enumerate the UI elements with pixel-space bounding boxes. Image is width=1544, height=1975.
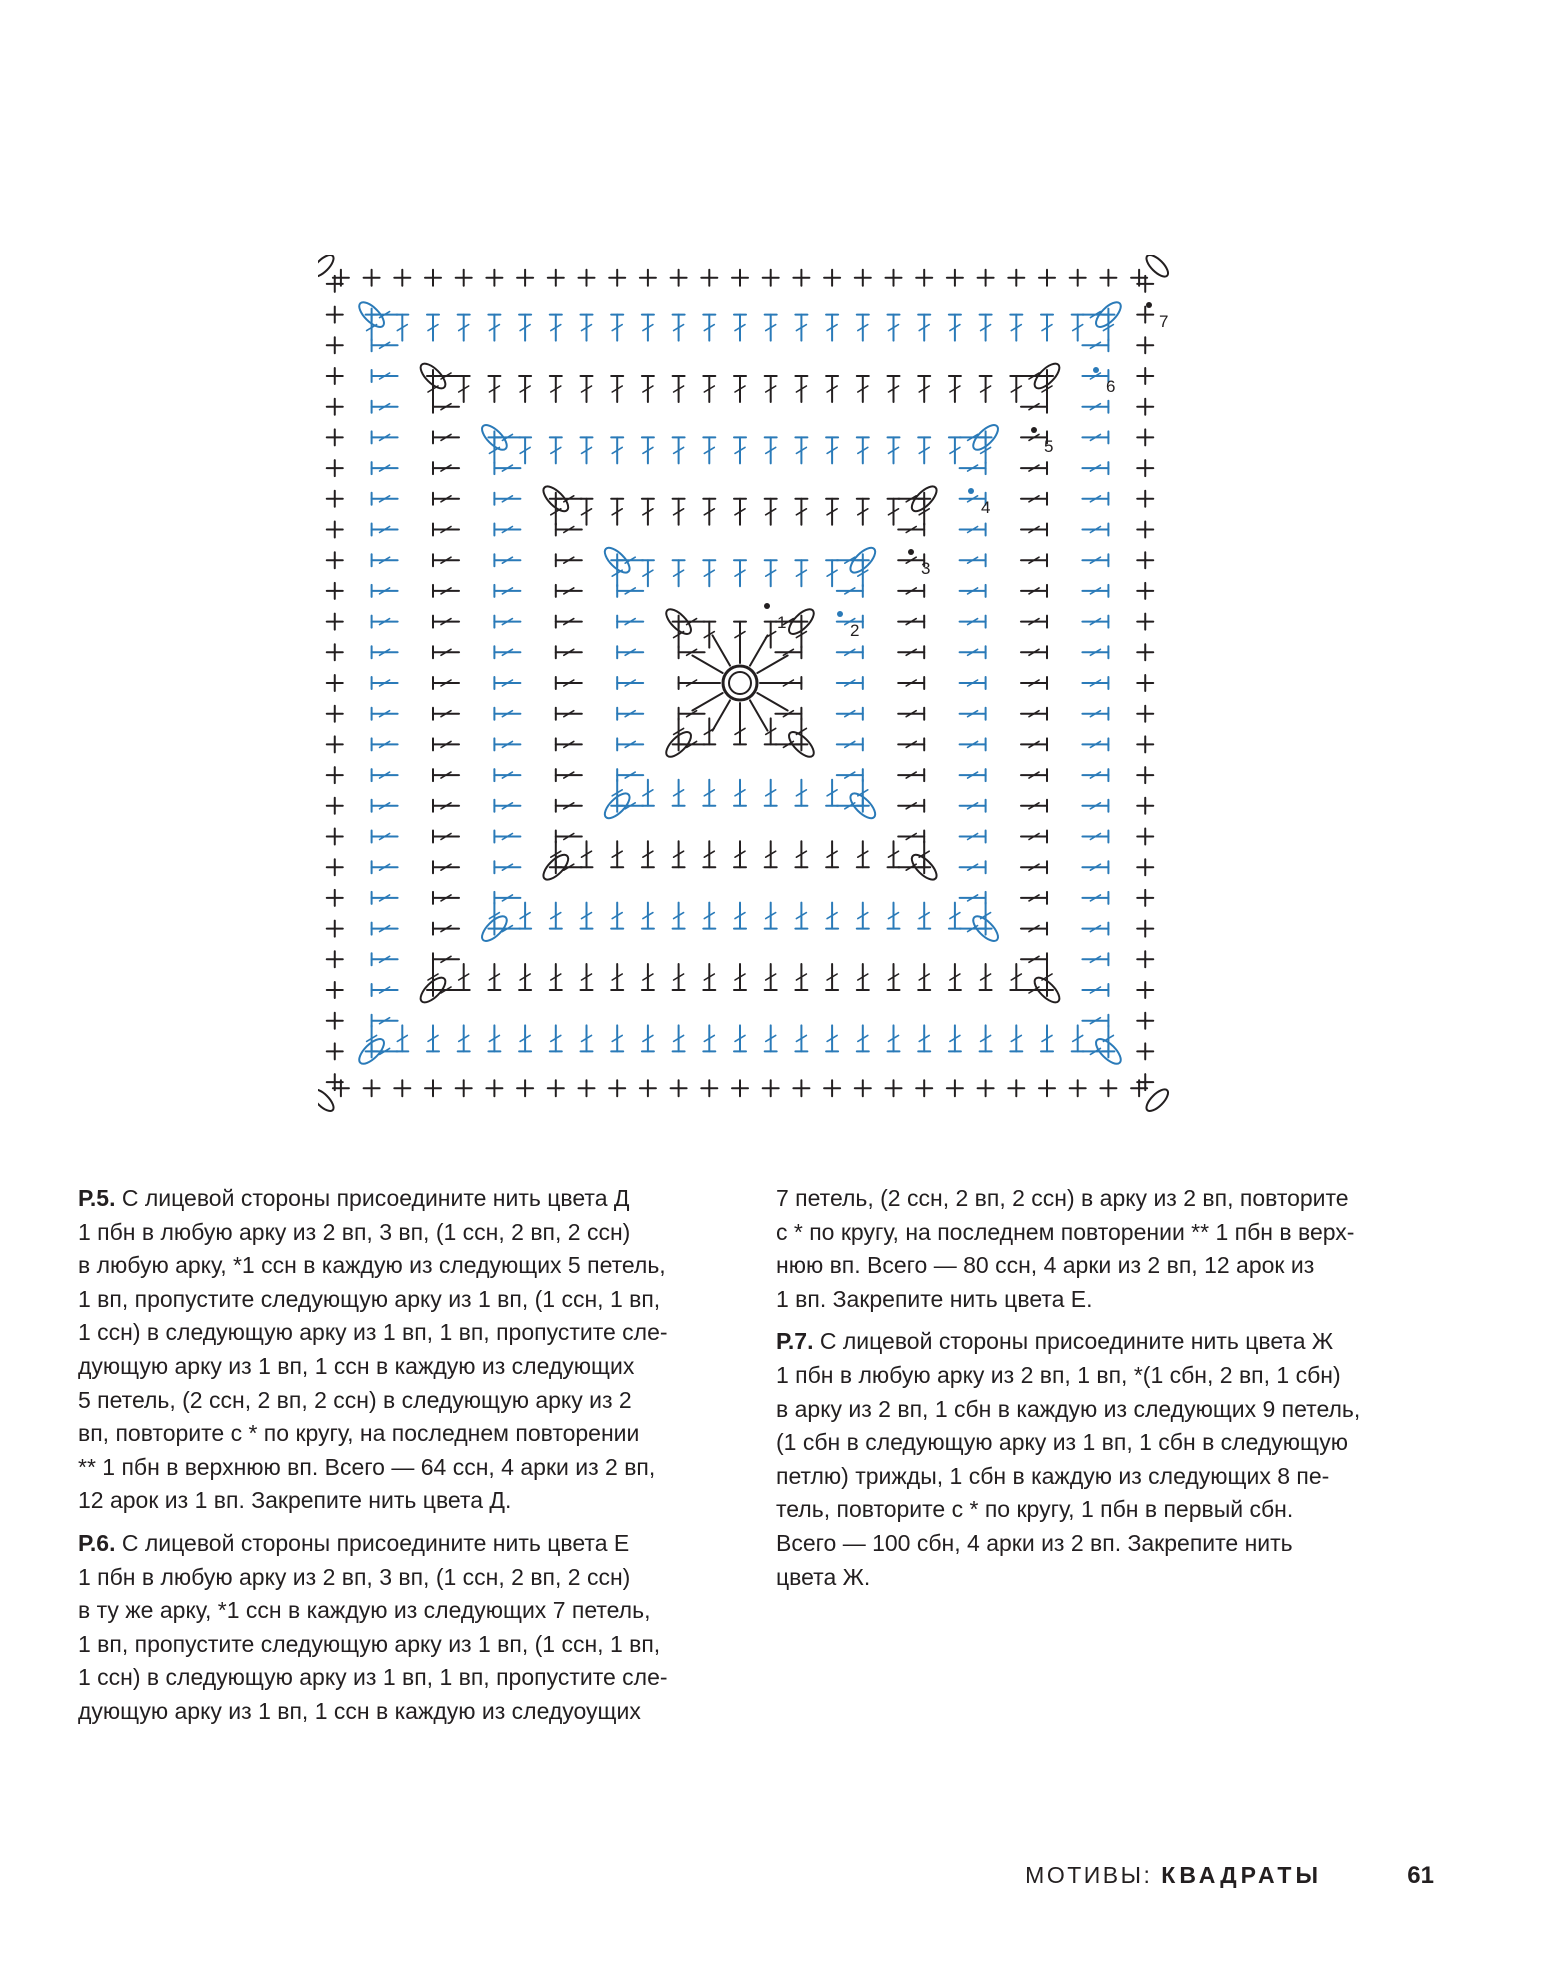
text-line: 1 ссн) в следующую арку из 1 вп, 1 вп, пропустите сле-: [78, 1664, 668, 1691]
round-number-label: 1: [777, 613, 787, 632]
round-heading: Р.6.: [78, 1529, 116, 1556]
text-line: 1 ссн) в следующую арку из 1 вп, 1 вп, пропустите сле-: [78, 1319, 668, 1346]
round-1-stitch: [692, 656, 722, 674]
round-number-label: 2: [850, 621, 860, 640]
round-number-label: 4: [981, 498, 991, 517]
round-heading: Р.7.: [776, 1328, 814, 1355]
instructions-right-column: [776, 1182, 1456, 1603]
round-1-stitch: [757, 693, 787, 711]
text-line: дующую арку из 1 вп, 1 ссн в каждую из следующих: [78, 1352, 635, 1379]
round-1-stitch: [692, 693, 722, 711]
text-line: 1 пбн в любую арку из 2 вп, 1 вп, *(1 сбн, 2 вп, 1 сбн): [776, 1361, 1341, 1388]
running-head: [1025, 1862, 1322, 1889]
page-footer: [0, 1862, 1544, 1902]
round-number-label: 5: [1044, 437, 1054, 456]
text-line: 7 петель, (2 ссн, 2 вп, 2 ссн) в арку из 2 вп, повторите: [776, 1185, 1349, 1211]
text-line: в ту же арку, *1 ссн в каждую из следующих 7 петель,: [78, 1597, 651, 1624]
round-start-dot: [764, 603, 770, 609]
corner-chain: [1143, 255, 1171, 280]
round-number-label: 6: [1106, 377, 1116, 396]
text-line: нюю вп. Всего — 80 ссн, 4 арки из 2 вп, 12 арок из: [776, 1252, 1315, 1279]
round-1-stitch: [757, 656, 787, 674]
text-line: (1 сбн в следующую арку из 1 вп, 1 сбн в следующую: [776, 1429, 1348, 1456]
text-line: 1 пбн в любую арку из 2 вп, 3 вп, (1 ссн, 2 вп, 2 ссн): [78, 1218, 631, 1245]
running-head-section: МОТИВЫ:: [1025, 1862, 1153, 1888]
round-1-stitch: [713, 700, 731, 730]
round-1-stitch: [750, 635, 768, 665]
round-5-paragraph: [78, 1182, 758, 1518]
text-line: вп, повторите с * по кругу, на последнем повторении: [78, 1420, 640, 1447]
text-line: Всего — 100 сбн, 4 арки из 2 вп. Закрепите нить: [776, 1529, 1293, 1556]
text-line: Р.5. С лицевой стороны присоедините нить цвета Д: [78, 1185, 630, 1211]
text-line: дующую арку из 1 вп, 1 ссн в каждую из следуоущих: [78, 1697, 641, 1724]
round-1-stitch: [713, 635, 731, 665]
chart-center: [685, 628, 795, 738]
instructions-left-column: [78, 1182, 758, 1738]
text-line: 1 пбн в любую арку из 2 вп, 3 вп, (1 ссн, 2 вп, 2 ссн): [78, 1563, 631, 1590]
text-line: с * по кругу, на последнем повторении ** 1 пбн в верх-: [776, 1218, 1355, 1245]
running-head-subsection: КВАДРАТЫ: [1161, 1862, 1322, 1888]
round-heading: Р.5.: [78, 1185, 116, 1211]
corner-chain: [1143, 1086, 1171, 1114]
round-start-dot: [1146, 302, 1152, 308]
text-line: цвета Ж.: [776, 1563, 871, 1590]
round-start-dot: [837, 611, 843, 617]
stitch-round: [540, 483, 941, 884]
round-1-stitch: [750, 700, 768, 730]
round-start-dot: [1093, 367, 1099, 373]
text-line: ** 1 пбн в верхнюю вп. Всего — 64 ссн, 4 арки из 2 вп,: [78, 1453, 656, 1480]
text-line: 12 арок из 1 вп. Закрепите нить цвета Д.: [78, 1487, 512, 1514]
round-number-label: 7: [1159, 312, 1169, 331]
round-6-continued-paragraph: [776, 1182, 1456, 1316]
chart-stitches: [318, 255, 1171, 1114]
round-7-paragraph: [776, 1325, 1456, 1594]
round-number-label: 3: [921, 559, 931, 578]
text-line: 1 вп, пропустите следующую арку из 1 вп, (1 ссн, 1 вп,: [78, 1630, 661, 1657]
text-line: Р.7. С лицевой стороны присоедините нить цвета Ж: [776, 1328, 1334, 1355]
crochet-chart: [318, 255, 1190, 1115]
stitch-round: [355, 298, 1124, 1067]
text-line: в арку из 2 вп, 1 сбн в каждую из следующих 9 петель,: [776, 1395, 1361, 1422]
text-line: Р.6. С лицевой стороны присоедините нить цвета Е: [78, 1529, 630, 1556]
round-start-dot: [908, 549, 914, 555]
text-line: 5 петель, (2 ссн, 2 вп, 2 ссн) в следующую арку из 2: [78, 1386, 632, 1413]
round-6-paragraph: [78, 1527, 758, 1729]
text-line: 1 вп. Закрепите нить цвета Е.: [776, 1285, 1093, 1312]
text-line: петлю) трижды, 1 сбн в каждую из следующих 8 пе-: [776, 1462, 1330, 1489]
page-number: 61: [1407, 1862, 1434, 1889]
stitch-round: [601, 544, 879, 822]
text-line: 1 вп, пропустите следующую арку из 1 вп, (1 ссн, 1 вп,: [78, 1285, 661, 1312]
text-line: в любую арку, *1 ссн в каждую из следующих 5 петель,: [78, 1252, 666, 1279]
round-start-dot: [968, 488, 974, 494]
magic-ring-inner: [729, 672, 751, 694]
text-line: тель, повторите с * по кругу, 1 пбн в первый сбн.: [776, 1496, 1294, 1523]
round-start-dot: [1031, 427, 1037, 433]
